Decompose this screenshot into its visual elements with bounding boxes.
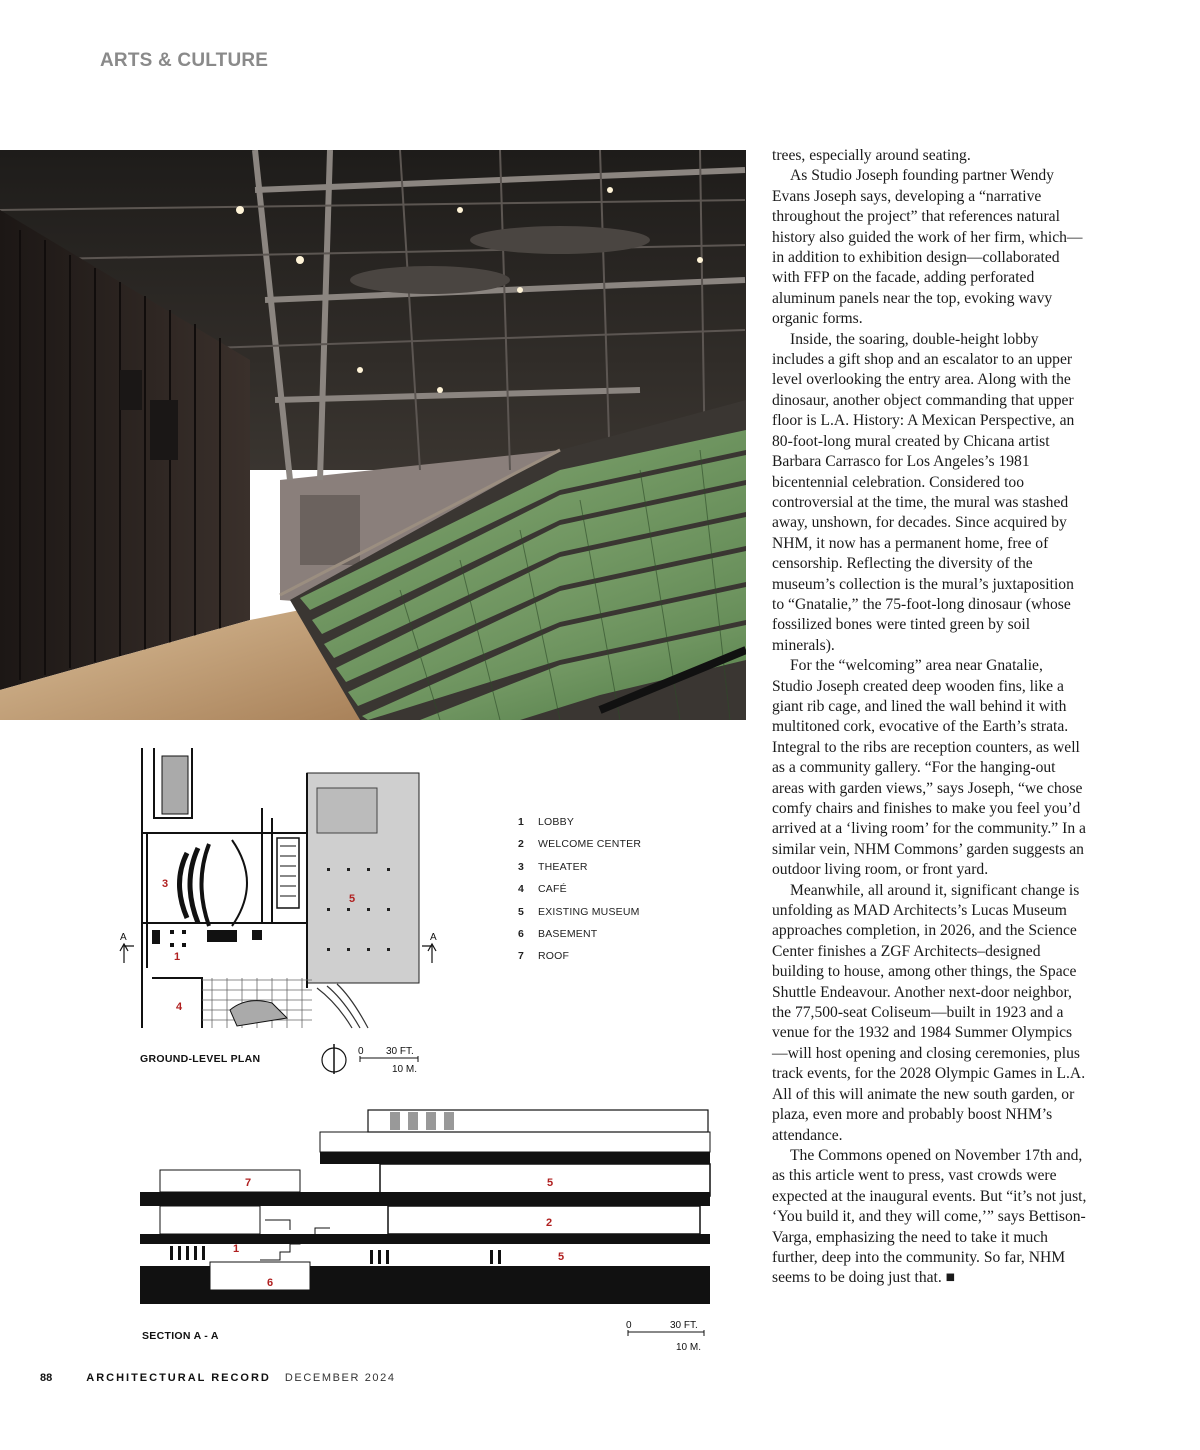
page-number: 88 — [40, 1372, 53, 1384]
plan-room-label: 4 — [176, 1001, 183, 1013]
plan-scale-zero: 0 — [358, 1046, 364, 1057]
section-room-label: 5 — [547, 1177, 554, 1189]
section-label: ARTS & CULTURE — [100, 50, 269, 71]
plan-legend — [518, 816, 641, 973]
article-body — [772, 146, 1087, 1289]
section-room-label: 6 — [267, 1277, 274, 1289]
section-room-label: 2 — [546, 1217, 553, 1229]
article-paragraph: As Studio Joseph founding partner Wendy Evans Joseph says, developing a “narrative throughout the project” that references natural history also guided the work of her firm, which—in addition to exhibition design—collaborated with FFP on the facade, adding perforated aluminum panels near the top, evoking wavy organic forms. — [772, 167, 1083, 328]
section-drawing — [140, 1090, 715, 1310]
article-paragraph: For the “welcoming” area near Gnatalie, Studio Joseph created deep wooden fins, like a giant rib cage, and lined the wall behind it with multitoned cork, evocative of the Earth’s strata. Integral to the ribs are reception counters, as well as a community gallery. “For the hanging-out areas with garden views,” says Joseph, “we chose comfy chairs and finishes to make you feel you’d arrived at a ‘living room’ for the community.” In a similar vein, NHM Commons’ garden suggests an outdoor living room, or front yard. — [772, 657, 1086, 879]
plan-scale — [318, 1040, 428, 1076]
page-footer — [40, 1372, 396, 1384]
plan-scale-m: 10 M. — [392, 1064, 418, 1075]
article-paragraph: Meanwhile, all around it, significant change is unfolding as MAD Architects’s Lucas Museum approaches completion, in 2026, and the Science Center finishes a ZGF Architects–designed building to house, among other things, the Space Shuttle Endeavour. Another next-door neighbor, the 77,500-seat Coliseum—built in 1923 and a venue for the 1932 and 1984 Summer Olympics—will host opening and closing ceremonies, plus track events, for the 2028 Olympic Games in L.A. All of this will animate the new south garden, or plaza, even more and probably boost NHM’s attendance. — [772, 881, 1086, 1144]
plan-caption: GROUND-LEVEL PLAN — [140, 1053, 261, 1065]
article-paragraph: trees, especially around seating. — [772, 147, 971, 164]
legend-item: 4 CAFÉ — [518, 883, 567, 896]
section-scale-m: 10 M. — [676, 1342, 702, 1353]
section-scale — [620, 1312, 710, 1356]
cut-label-left: A — [120, 932, 127, 943]
article-paragraph: The Commons opened on November 17th and, as this article went to press, vast crowds were expected at the inaugural events. But “it’s not just, ‘You build it, and they will come,’” says Bettison-Varga, emphasizing the need to take it much further, deep into the community. So far, NHM seems to be doing just that. ■ — [772, 1146, 1087, 1287]
plan-scale-ft: 30 FT. — [386, 1046, 414, 1057]
section-scale-zero: 0 — [626, 1320, 632, 1331]
plan-room-label: 3 — [162, 878, 169, 890]
issue-date: DECEMBER 2024 — [284, 1372, 396, 1384]
legend-item: 6 BASEMENT — [518, 927, 598, 940]
article-paragraph: Inside, the soaring, double-height lobby includes a gift shop and an escalator to an upper level overlooking the entry area. Along with the dinosaur, another object commanding that upper floor is L.A. History: A Mexican Perspective, an 80-foot-long mural created by Chicana artist Barbara Carrasco for Los Angeles’s 1981 bicentennial celebration. Considered too controversial at the time, the mural was stashed away, unshown, for decades. Since acquired by NHM, it now has a permanent home, free of censorship. Reflecting the diversity of the museum’s collection is the mural’s juxtaposition to “Gnatalie,” the 75-foot-long dinosaur (whose fossilized bones were tinted green by soil minerals). — [772, 330, 1075, 654]
legend-item: 3 THEATER — [518, 860, 588, 873]
legend-item: 1 LOBBY — [518, 816, 575, 828]
plan-room-label: 5 — [349, 893, 356, 905]
section-room-label: 1 — [233, 1243, 240, 1255]
theater-photo — [0, 150, 746, 720]
ground-level-plan — [112, 748, 452, 1033]
publication-name: ARCHITECTURAL RECORD — [86, 1372, 271, 1384]
section-room-label: 7 — [245, 1177, 252, 1189]
legend-item: 5 EXISTING MUSEUM — [518, 905, 640, 918]
section-caption: SECTION A - A — [142, 1330, 219, 1342]
section-room-label: 5 — [558, 1251, 565, 1263]
plan-room-label: 1 — [174, 951, 181, 963]
legend-item: 7 ROOF — [518, 950, 570, 963]
cut-label-right: A — [430, 932, 437, 943]
legend-item: 2 WELCOME CENTER — [518, 838, 642, 851]
section-scale-ft: 30 FT. — [670, 1320, 698, 1331]
